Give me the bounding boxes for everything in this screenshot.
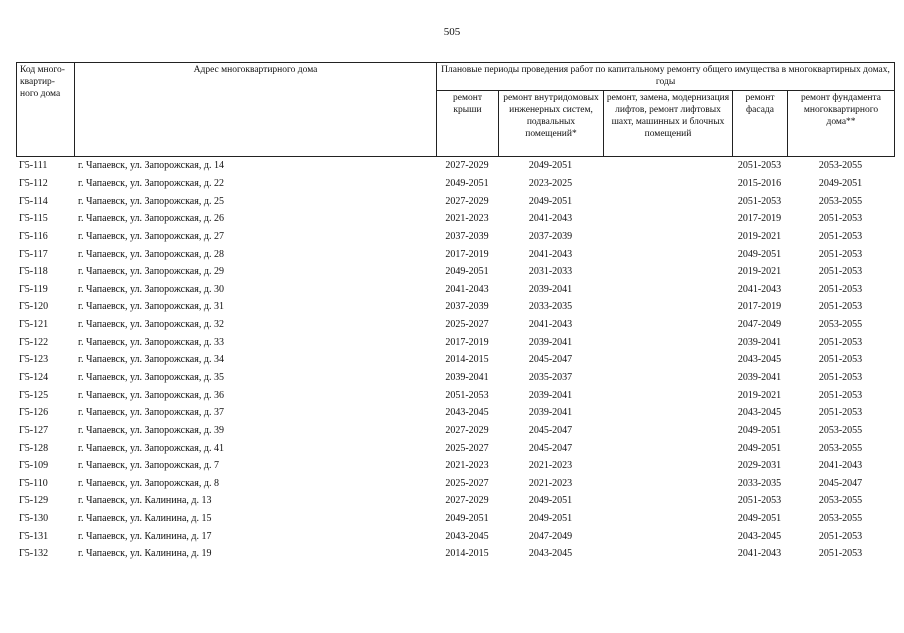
cell-roof: 2049-2051 <box>445 266 489 278</box>
cell-address: г. Чапаевск, ул. Калинина, д. 19 <box>78 548 212 560</box>
cell-address: г. Чапаевск, ул. Запорожская, д. 7 <box>78 460 219 472</box>
cell-address: г. Чапаевск, ул. Запорожская, д. 35 <box>78 372 224 383</box>
cell-foundation: 2045-2047 <box>818 477 863 489</box>
table-row <box>16 545 894 563</box>
cell-roof: 2037-2039 <box>445 301 489 313</box>
cell-foundation: 2051-2053 <box>818 213 863 225</box>
table-row <box>16 369 894 387</box>
table-row <box>16 510 894 528</box>
cell-lifts <box>603 475 732 493</box>
cell-systems: 2045-2047 <box>528 442 573 454</box>
table-row <box>16 157 894 175</box>
header-foundation: ремонт фундамента многоквартирного дома** <box>788 91 895 157</box>
cell-address: г. Чапаевск, ул. Запорожская, д. 29 <box>78 266 224 278</box>
cell-lifts <box>603 351 732 369</box>
cell-code: Г5-116 <box>19 230 48 242</box>
cell-roof: 2043-2045 <box>445 530 489 542</box>
cell-lifts <box>603 404 732 422</box>
cell-code: Г5-132 <box>19 548 49 560</box>
cell-code: Г5-119 <box>19 283 48 295</box>
cell-roof: 2049-2051 <box>445 177 489 189</box>
cell-foundation: 2053-2055 <box>818 195 863 207</box>
cell-foundation: 2051-2053 <box>818 301 863 313</box>
cell-code: Г5-123 <box>19 354 49 366</box>
cell-roof: 2027-2029 <box>445 495 489 507</box>
table-row <box>16 192 894 210</box>
cell-facade: 2029-2031 <box>737 460 782 472</box>
cell-foundation: 2051-2053 <box>818 530 863 542</box>
cell-address: г. Чапаевск, ул. Запорожская, д. 26 <box>78 213 224 225</box>
header-systems: ремонт внутридомовых инженерных систем, подвальных помещений* <box>499 91 604 157</box>
cell-address: г. Чапаевск, ул. Запорожская, д. 33 <box>78 336 224 348</box>
cell-lifts <box>603 333 732 351</box>
cell-facade: 2047-2049 <box>737 319 782 331</box>
cell-systems: 2021-2023 <box>528 477 573 489</box>
table-row <box>16 422 894 440</box>
cell-facade: 2041-2043 <box>737 548 782 560</box>
cell-foundation: 2051-2053 <box>818 389 863 401</box>
cell-foundation: 2051-2053 <box>818 230 863 242</box>
table-row <box>16 245 894 263</box>
cell-address: г. Чапаевск, ул. Запорожская, д. 34 <box>78 354 224 366</box>
cell-foundation: 2051-2053 <box>818 266 863 278</box>
cell-address: г. Чапаевск, ул. Запорожская, д. 8 <box>78 477 219 489</box>
cell-code: Г5-114 <box>19 195 48 207</box>
cell-code: Г5-131 <box>19 530 49 542</box>
table-row <box>16 298 894 316</box>
cell-roof: 2041-2043 <box>445 283 489 295</box>
cell-lifts <box>603 457 732 475</box>
cell-roof: 2021-2023 <box>445 460 489 472</box>
table-row <box>16 210 894 228</box>
cell-lifts <box>603 439 732 457</box>
cell-facade: 2017-2019 <box>737 301 782 313</box>
cell-facade: 2041-2043 <box>737 283 782 295</box>
cell-code: Г5-112 <box>19 177 48 189</box>
cell-lifts <box>603 386 732 404</box>
cell-facade: 2049-2051 <box>737 424 782 436</box>
cell-foundation: 2051-2053 <box>818 372 863 383</box>
cell-facade: 2049-2051 <box>737 248 782 260</box>
cell-address: г. Чапаевск, ул. Калинина, д. 15 <box>78 513 212 525</box>
cell-facade: 2049-2051 <box>737 442 782 454</box>
cell-code: Г5-128 <box>19 442 49 454</box>
cell-systems: 2041-2043 <box>528 248 573 260</box>
cell-roof: 2021-2023 <box>445 213 489 225</box>
cell-systems: 2039-2041 <box>528 407 573 419</box>
cell-facade: 2039-2041 <box>737 372 782 383</box>
cell-facade: 2051-2053 <box>737 160 782 172</box>
cell-address: г. Чапаевск, ул. Запорожская, д. 14 <box>78 160 224 172</box>
cell-code: Г5-129 <box>19 495 49 507</box>
table-row <box>16 263 894 281</box>
cell-systems: 2045-2047 <box>528 424 573 436</box>
table-row <box>16 439 894 457</box>
cell-code: Г5-130 <box>19 513 49 525</box>
cell-systems: 2047-2049 <box>528 530 573 542</box>
cell-address: г. Чапаевск, ул. Запорожская, д. 36 <box>78 389 224 401</box>
cell-lifts <box>603 228 732 246</box>
cell-address: г. Чапаевск, ул. Запорожская, д. 22 <box>78 177 224 189</box>
cell-foundation: 2049-2051 <box>818 177 863 189</box>
cell-lifts <box>603 545 732 563</box>
cell-lifts <box>603 210 732 228</box>
cell-lifts <box>603 422 732 440</box>
cell-roof: 2025-2027 <box>445 319 489 331</box>
table-row <box>16 316 894 334</box>
cell-lifts <box>603 527 732 545</box>
cell-code: Г5-127 <box>19 424 49 436</box>
cell-systems: 2039-2041 <box>528 389 573 401</box>
cell-roof: 2027-2029 <box>445 424 489 436</box>
cell-address: г. Чапаевск, ул. Запорожская, д. 32 <box>78 319 224 331</box>
cell-roof: 2049-2051 <box>445 513 489 525</box>
header-facade: ремонт фасада <box>733 91 788 157</box>
cell-code: Г5-120 <box>19 301 49 313</box>
cell-code: Г5-111 <box>19 160 48 172</box>
cell-facade: 2033-2035 <box>737 477 782 489</box>
cell-lifts <box>603 245 732 263</box>
cell-lifts <box>603 510 732 528</box>
table-header <box>16 62 895 157</box>
cell-address: г. Чапаевск, ул. Запорожская, д. 30 <box>78 283 224 295</box>
cell-facade: 2051-2053 <box>737 195 782 207</box>
cell-address: г. Чапаевск, ул. Запорожская, д. 31 <box>78 301 224 313</box>
cell-lifts <box>603 157 732 175</box>
cell-foundation: 2041-2043 <box>818 460 863 472</box>
cell-code: Г5-121 <box>19 319 49 331</box>
cell-address: г. Чапаевск, ул. Запорожская, д. 37 <box>78 407 224 419</box>
cell-facade: 2049-2051 <box>737 513 782 525</box>
page-number: 505 <box>443 26 461 38</box>
table-row <box>16 457 894 475</box>
cell-roof: 2025-2027 <box>445 477 489 489</box>
table-row <box>16 351 894 369</box>
cell-foundation: 2051-2053 <box>818 336 863 348</box>
cell-lifts <box>603 369 732 387</box>
cell-roof: 2025-2027 <box>445 442 489 454</box>
cell-foundation: 2051-2053 <box>818 283 863 295</box>
cell-foundation: 2053-2055 <box>818 495 863 507</box>
cell-roof: 2027-2029 <box>445 160 489 172</box>
cell-lifts <box>603 175 732 193</box>
cell-facade: 2043-2045 <box>737 407 782 419</box>
cell-address: г. Чапаевск, ул. Запорожская, д. 25 <box>78 195 224 207</box>
cell-foundation: 2053-2055 <box>818 160 863 172</box>
cell-roof: 2027-2029 <box>445 195 489 207</box>
table-row <box>16 175 894 193</box>
cell-foundation: 2053-2055 <box>818 319 863 331</box>
cell-systems: 2023-2025 <box>528 177 573 189</box>
cell-address: г. Чапаевск, ул. Калинина, д. 13 <box>78 495 212 507</box>
cell-systems: 2039-2041 <box>528 336 573 348</box>
cell-foundation: 2053-2055 <box>818 424 863 436</box>
table-row <box>16 527 894 545</box>
cell-address: г. Чапаевск, ул. Запорожская, д. 41 <box>78 442 224 454</box>
cell-code: Г5-126 <box>19 407 49 419</box>
header-lifts: ремонт, замена, модернизация лифтов, ремонт лифтовых шахт, машинных и блочных помещений <box>604 91 733 157</box>
table-row <box>16 333 894 351</box>
cell-address: г. Чапаевск, ул. Калинина, д. 17 <box>78 530 212 542</box>
cell-systems: 2041-2043 <box>528 213 573 225</box>
cell-systems: 2037-2039 <box>528 230 573 242</box>
cell-facade: 2039-2041 <box>737 336 782 348</box>
cell-facade: 2043-2045 <box>737 530 782 542</box>
cell-lifts <box>603 263 732 281</box>
cell-lifts <box>603 316 732 334</box>
table-row <box>16 228 894 246</box>
cell-roof: 2043-2045 <box>445 407 489 419</box>
cell-lifts <box>603 298 732 316</box>
cell-code: Г5-115 <box>19 213 48 225</box>
cell-code: Г5-117 <box>19 248 48 260</box>
cell-systems: 2049-2051 <box>528 495 573 507</box>
cell-roof: 2014-2015 <box>445 548 489 560</box>
cell-roof: 2037-2039 <box>445 230 489 242</box>
header-roof: ремонт крыши <box>437 91 499 157</box>
header-address: Адрес многоквартирного дома <box>75 63 437 157</box>
cell-foundation: 2051-2053 <box>818 248 863 260</box>
cell-facade: 2019-2021 <box>737 389 782 401</box>
cell-code: Г5-118 <box>19 266 48 278</box>
cell-code: Г5-124 <box>19 372 49 383</box>
cell-foundation: 2051-2053 <box>818 354 863 366</box>
cell-roof: 2017-2019 <box>445 248 489 260</box>
table-row <box>16 386 894 404</box>
cell-systems: 2021-2023 <box>528 460 573 472</box>
cell-systems: 2049-2051 <box>528 513 573 525</box>
cell-systems: 2041-2043 <box>528 319 573 331</box>
cell-foundation: 2051-2053 <box>818 548 863 560</box>
table-row <box>16 280 894 298</box>
cell-code: Г5-110 <box>19 477 48 489</box>
cell-roof: 2051-2053 <box>445 389 489 401</box>
cell-code: Г5-109 <box>19 460 49 472</box>
cell-systems: 2049-2051 <box>528 195 573 207</box>
cell-lifts <box>603 280 732 298</box>
cell-facade: 2019-2021 <box>737 230 782 242</box>
cell-facade: 2019-2021 <box>737 266 782 278</box>
cell-facade: 2015-2016 <box>737 177 782 189</box>
cell-lifts <box>603 492 732 510</box>
cell-foundation: 2053-2055 <box>818 442 863 454</box>
cell-roof: 2039-2041 <box>445 372 489 383</box>
cell-foundation: 2051-2053 <box>818 407 863 419</box>
header-periods: Плановые периоды проведения работ по капитальному ремонту общего имущества в многоквартирных домах, годы <box>437 63 895 91</box>
header-code: Код много-квартир-ного дома <box>17 63 75 157</box>
cell-roof: 2014-2015 <box>445 354 489 366</box>
cell-systems: 2039-2041 <box>528 283 573 295</box>
cell-address: г. Чапаевск, ул. Запорожская, д. 28 <box>78 248 224 260</box>
cell-code: Г5-125 <box>19 389 49 401</box>
cell-facade: 2017-2019 <box>737 213 782 225</box>
cell-foundation: 2053-2055 <box>818 513 863 525</box>
cell-address: г. Чапаевск, ул. Запорожская, д. 27 <box>78 230 224 242</box>
table-row <box>16 492 894 510</box>
cell-code: Г5-122 <box>19 336 49 348</box>
table-body <box>16 157 894 563</box>
cell-systems: 2031-2033 <box>528 266 573 278</box>
cell-lifts <box>603 192 732 210</box>
cell-roof: 2017-2019 <box>445 336 489 348</box>
cell-facade: 2051-2053 <box>737 495 782 507</box>
cell-systems: 2043-2045 <box>528 548 573 560</box>
cell-systems: 2045-2047 <box>528 354 573 366</box>
cell-address: г. Чапаевск, ул. Запорожская, д. 39 <box>78 424 224 436</box>
cell-facade: 2043-2045 <box>737 354 782 366</box>
cell-systems: 2033-2035 <box>528 301 573 313</box>
table-row <box>16 404 894 422</box>
cell-systems: 2035-2037 <box>528 372 573 383</box>
table-row <box>16 475 894 493</box>
cell-systems: 2049-2051 <box>528 160 573 172</box>
